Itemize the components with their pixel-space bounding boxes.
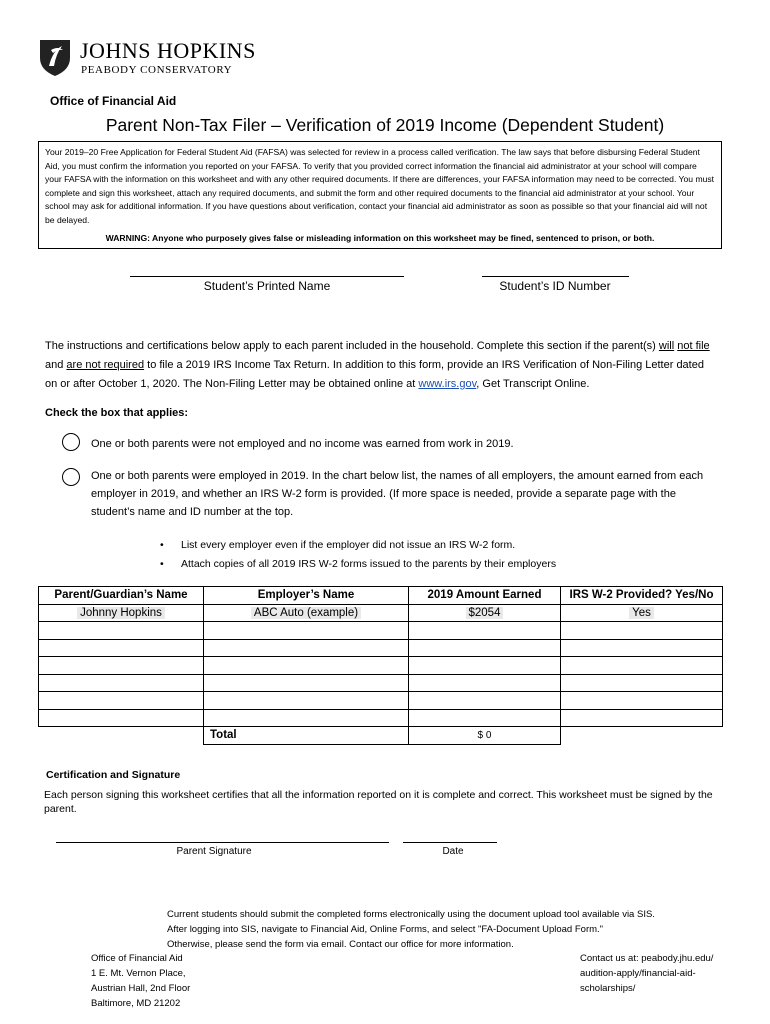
total-value: $ 0 bbox=[409, 727, 561, 745]
table-row bbox=[39, 657, 723, 675]
header-w2-provided: IRS W-2 Provided? Yes/No bbox=[561, 587, 723, 605]
instructions-paragraph: The instructions and certifications below apply to each parent included in the household. Complete this section if the parent(s) will not file and are not required to file a 2019 IRS Income Tax Return. In addition to this form, provide an IRS Verification of Non-Filing Letter dated on or after October 1, 2020. The Non-Filing Letter may be obtained online at www.irs.gov, Get Transcript Online. bbox=[45, 340, 710, 390]
example-amount: $2054 bbox=[466, 607, 504, 619]
table-row bbox=[39, 622, 723, 640]
certification-title: Certification and Signature bbox=[46, 769, 181, 781]
option-not-employed-radio[interactable] bbox=[62, 433, 80, 451]
example-employer-name: ABC Auto (example) bbox=[251, 607, 361, 619]
example-parent-name: Johnny Hopkins bbox=[77, 607, 165, 619]
total-label: Total bbox=[204, 727, 409, 745]
table-row bbox=[39, 674, 723, 692]
student-id-label: Student’s ID Number bbox=[499, 279, 611, 293]
student-name-label: Student’s Printed Name bbox=[203, 279, 331, 293]
parent-signature-label: Parent Signature bbox=[176, 846, 252, 857]
option-not-employed-label: One or both parents were not employed and no income was earned from work in 2019. bbox=[91, 438, 514, 450]
logo-name: JOHNS HOPKINS bbox=[80, 38, 256, 63]
submission-instructions: Current students should submit the completed forms electronically using the document upload tool available via SIS. After logging into SIS, navigate to Financial Aid, Online Forms, and select "FA-Document Upload Form." Otherwise, please send the form via email. Contact our office for more information. bbox=[167, 909, 655, 950]
page-title: Parent Non-Tax Filer – Verification of 2019 Income (Dependent Student) bbox=[105, 115, 665, 135]
header-amount-earned: 2019 Amount Earned bbox=[409, 587, 561, 605]
header-parent-name: Parent/Guardian’s Name bbox=[39, 587, 204, 605]
contact-info: Contact us at: peabody.jhu.edu/ audition-apply/financial-aid- scholarships/ bbox=[580, 953, 714, 994]
date-line[interactable] bbox=[403, 842, 497, 843]
bullet-list bbox=[160, 536, 556, 574]
office-heading: Office of Financial Aid bbox=[50, 94, 177, 108]
verification-info-box bbox=[38, 141, 722, 249]
date-label: Date bbox=[442, 846, 464, 857]
list-item: • Attach copies of all 2019 IRS W-2 forms issued to the parents by their employers bbox=[160, 558, 557, 570]
certification-text: Each person signing this worksheet certifies that all the information reported on it is complete and correct. This worksheet must be signed by the parent. bbox=[44, 789, 713, 815]
logo-subtitle: PEABODY CONSERVATORY bbox=[81, 64, 233, 76]
table-row bbox=[39, 639, 723, 657]
option-employed-label: One or both parents were employed in 2019. In the chart below list, the names of all employers, the amount earned from each employer in 2019, and whether an IRS W-2 form is provided. (If more space is needed, provide a separate page with the student’s name and ID number at the top. bbox=[91, 470, 704, 518]
office-address: Office of Financial Aid 1 E. Mt. Vernon Place, Austrian Hall, 2nd Floor Baltimore, MD 21202 bbox=[91, 953, 191, 1009]
irs-link[interactable]: www.irs.gov bbox=[418, 378, 477, 390]
logo bbox=[36, 36, 256, 80]
shield-logo-icon bbox=[36, 36, 74, 78]
table-header-row bbox=[39, 587, 723, 605]
employer-table bbox=[38, 586, 723, 745]
list-item: • List every employer even if the employer did not issue an IRS W-2 form. bbox=[160, 539, 516, 551]
student-name-line[interactable] bbox=[130, 276, 404, 277]
table-row bbox=[39, 709, 723, 727]
info-text: Your 2019–20 Free Application for Federal Student Aid (FAFSA) was selected for review in a process called verification. The law says that before disbursing Federal Student Aid, you must confirm the information you reported on your FAFSA. To verify that you provided correct information the financial aid administrator at your school will compare your FAFSA with the information on this worksheet and with any other required documents. If there are differences, your FAFSA information may need to be corrected. You must complete and sign this worksheet, attach any required documents, and submit the form and other required documents to the financial aid administrator at your school. Your school may ask for additional information. If you have questions about verification, contact your financial aid administrator as soon as possible so that your financial aid will not be delayed. bbox=[45, 147, 715, 225]
table-total-row bbox=[39, 727, 723, 745]
warning-text: WARNING: Anyone who purposely gives false or misleading information on this worksheet may be fined, sentenced to prison, or both. bbox=[105, 232, 655, 243]
header-employer-name: Employer’s Name bbox=[204, 587, 409, 605]
parent-signature-line[interactable] bbox=[56, 842, 389, 843]
table-row bbox=[39, 692, 723, 710]
check-box-title: Check the box that applies: bbox=[45, 407, 189, 419]
option-employed-radio[interactable] bbox=[62, 468, 80, 486]
student-id-line[interactable] bbox=[482, 276, 629, 277]
table-row-example bbox=[39, 604, 723, 622]
example-w2: Yes bbox=[629, 607, 654, 619]
